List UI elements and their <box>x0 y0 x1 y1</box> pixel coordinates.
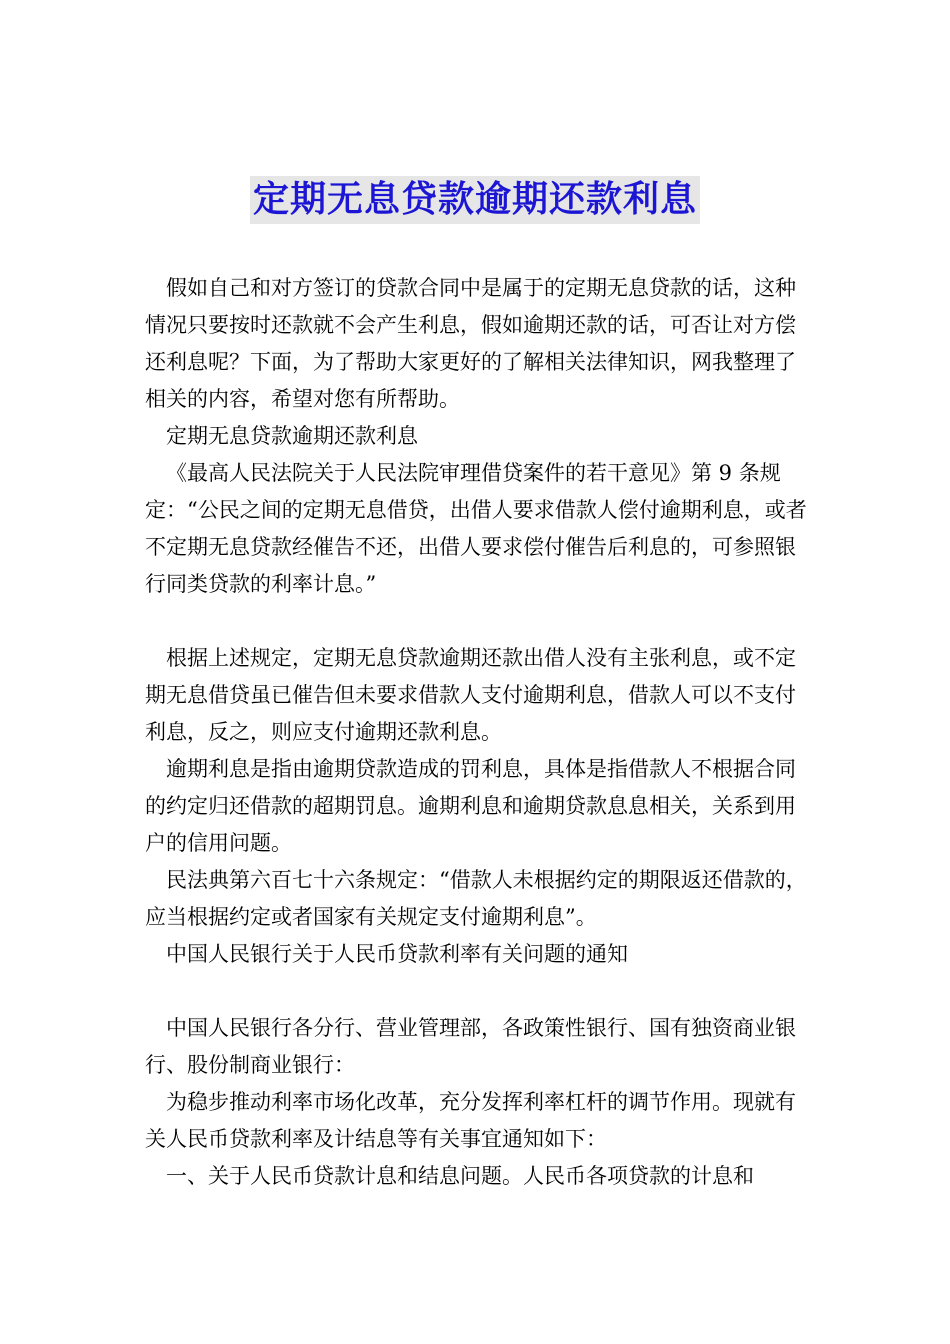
paragraph-intro: 假如自己和对方签订的贷款合同中是属于的定期无息贷款的话，这种情况只要按时还款就不会产生利息，假如逾期还款的话，可否让对方偿还利息呢？下面，为了帮助大家更好的了解相关法律知识，网我整理了相关的内容，希望对您有所帮助。 <box>145 276 796 411</box>
paragraph-court-opinion: 《最高人民法院关于人民法院审理借贷案件的若干意见》第 9 条规定：“公民之间的定期无息借贷，出借人要求借款人偿付逾期利息，或者不定期无息贷款经催告不还，出借人要求偿付催告后利息的，可参照银行同类贷款的利率计息。” <box>145 461 807 596</box>
paragraph-addressees: 中国人民银行各分行、营业管理部，各政策性银行、国有独资商业银行、股份制商业银行： <box>145 1016 796 1077</box>
document-title: 定期无息贷款逾期还款利息 <box>250 176 700 224</box>
blank-line <box>145 603 813 640</box>
blank-line <box>145 973 813 1010</box>
paragraph-subheading: 定期无息贷款逾期还款利息 <box>166 424 418 448</box>
paragraph-analysis: 根据上述规定，定期无息贷款逾期还款出借人没有主张利息，或不定期无息借贷虽已催告但未要求借款人支付逾期利息，借款人可以不支付利息，反之，则应支付逾期还款利息。 <box>145 646 796 744</box>
paragraph-notice-title: 中国人民银行关于人民币贷款利率有关问题的通知 <box>166 942 628 966</box>
paragraph-section-one: 一、关于人民币贷款计息和结息问题。人民币各项贷款的计息和 <box>166 1164 754 1188</box>
paragraph-overdue-definition: 逾期利息是指由逾期贷款造成的罚利息，具体是指借款人不根据合同的约定归还借款的超期罚息。逾期利息和逾期贷款息息相关，关系到用户的信用问题。 <box>145 757 796 855</box>
paragraph-notice-purpose: 为稳步推动利率市场化改革，充分发挥利率杠杆的调节作用。现就有关人民币贷款利率及计结息等有关事宜通知如下： <box>145 1090 796 1151</box>
title-container <box>0 176 950 224</box>
paragraph-civil-code: 民法典第六百七十六条规定：“借款人未根据约定的期限返还借款的，应当根据约定或者国家有关规定支付逾期利息”。 <box>145 868 807 929</box>
document-body <box>145 270 813 1195</box>
